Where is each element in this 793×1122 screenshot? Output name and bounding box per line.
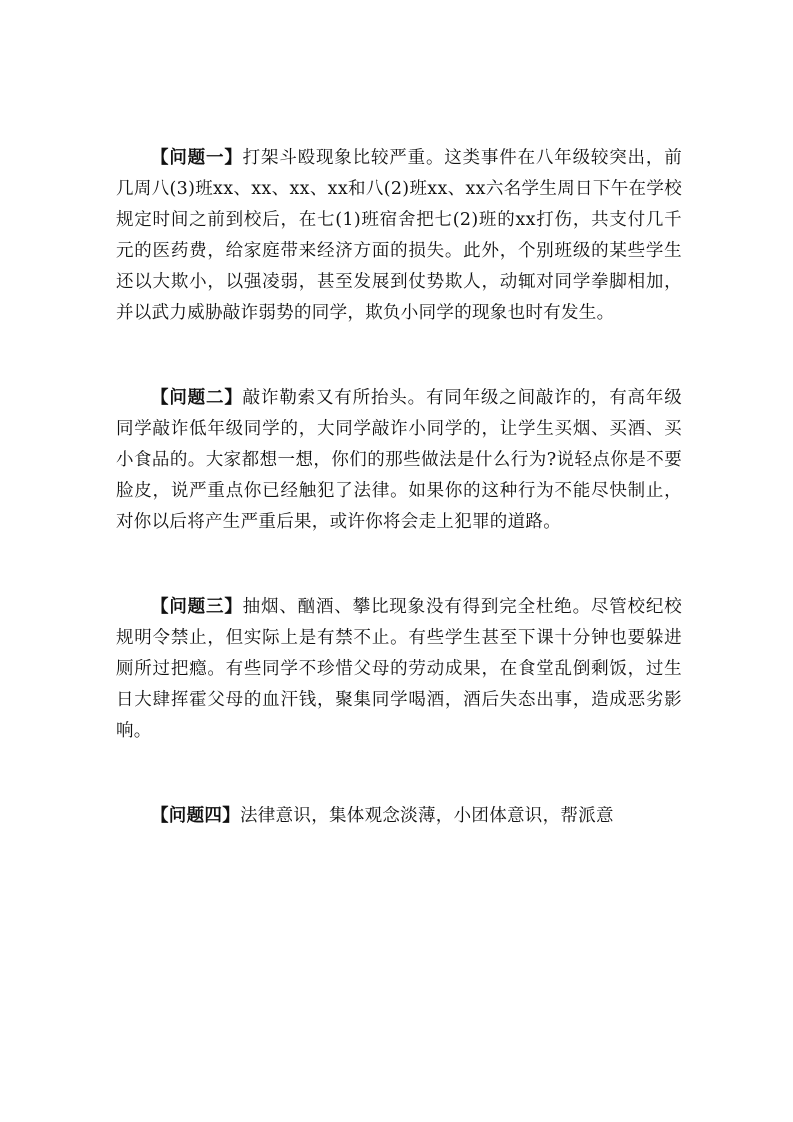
paragraph-problem-2	[116, 383, 682, 538]
paragraph-text: 打架斗殴现象比较严重。这类事件在八年级较突出，前几周八(3)班xx、xx、xx、xx和八(2)班xx、xx六名学生周日下午在学校规定时间之前到校后，在七(1)班宿舍把七(2)班的xx打伤，共支付几千元的医药费，给家庭带来经济方面的损失。此外，个别班级的某些学生还以大欺小，以强凌弱，甚至发展到仗势欺人，动辄对同学拳脚相加，并以武力威胁敲诈弱势的同学，欺负小同学的现象也时有发生。	[116, 148, 683, 323]
paragraph-problem-4	[116, 801, 682, 832]
paragraph-label: 【问题三】	[151, 597, 243, 617]
paragraph-label: 【问题四】	[151, 806, 240, 826]
paragraph-label: 【问题一】	[151, 148, 243, 168]
paragraph-label: 【问题二】	[151, 388, 243, 408]
paragraph-problem-1	[116, 143, 682, 329]
document-body	[116, 143, 682, 832]
paragraph-text: 抽烟、酗酒、攀比现象没有得到完全杜绝。尽管校纪校规明令禁止，但实际上是有禁不止。有些学生甚至下课十分钟也要躲进厕所过把瘾。有些同学不珍惜父母的劳动成果，在食堂乱倒剩饭，过生日大肆挥霍父母的血汗钱，聚集同学喝酒，酒后失态出事，造成恶劣影响。	[116, 597, 683, 741]
paragraph-text: 敲诈勒索又有所抬头。有同年级之间敲诈的，有高年级同学敲诈低年级同学的，大同学敲诈小同学的，让学生买烟、买酒、买小食品的。大家都想一想，你们的那些做法是什么行为?说轻点你是不要脸皮，说严重点你已经触犯了法律。如果你的这种行为不能尽快制止，对你以后将产生严重后果，或许你将会走上犯罪的道路。	[116, 388, 683, 532]
paragraph-text: 法律意识，集体观念淡薄，小团体意识，帮派意	[240, 806, 614, 826]
paragraph-problem-3	[116, 592, 682, 747]
